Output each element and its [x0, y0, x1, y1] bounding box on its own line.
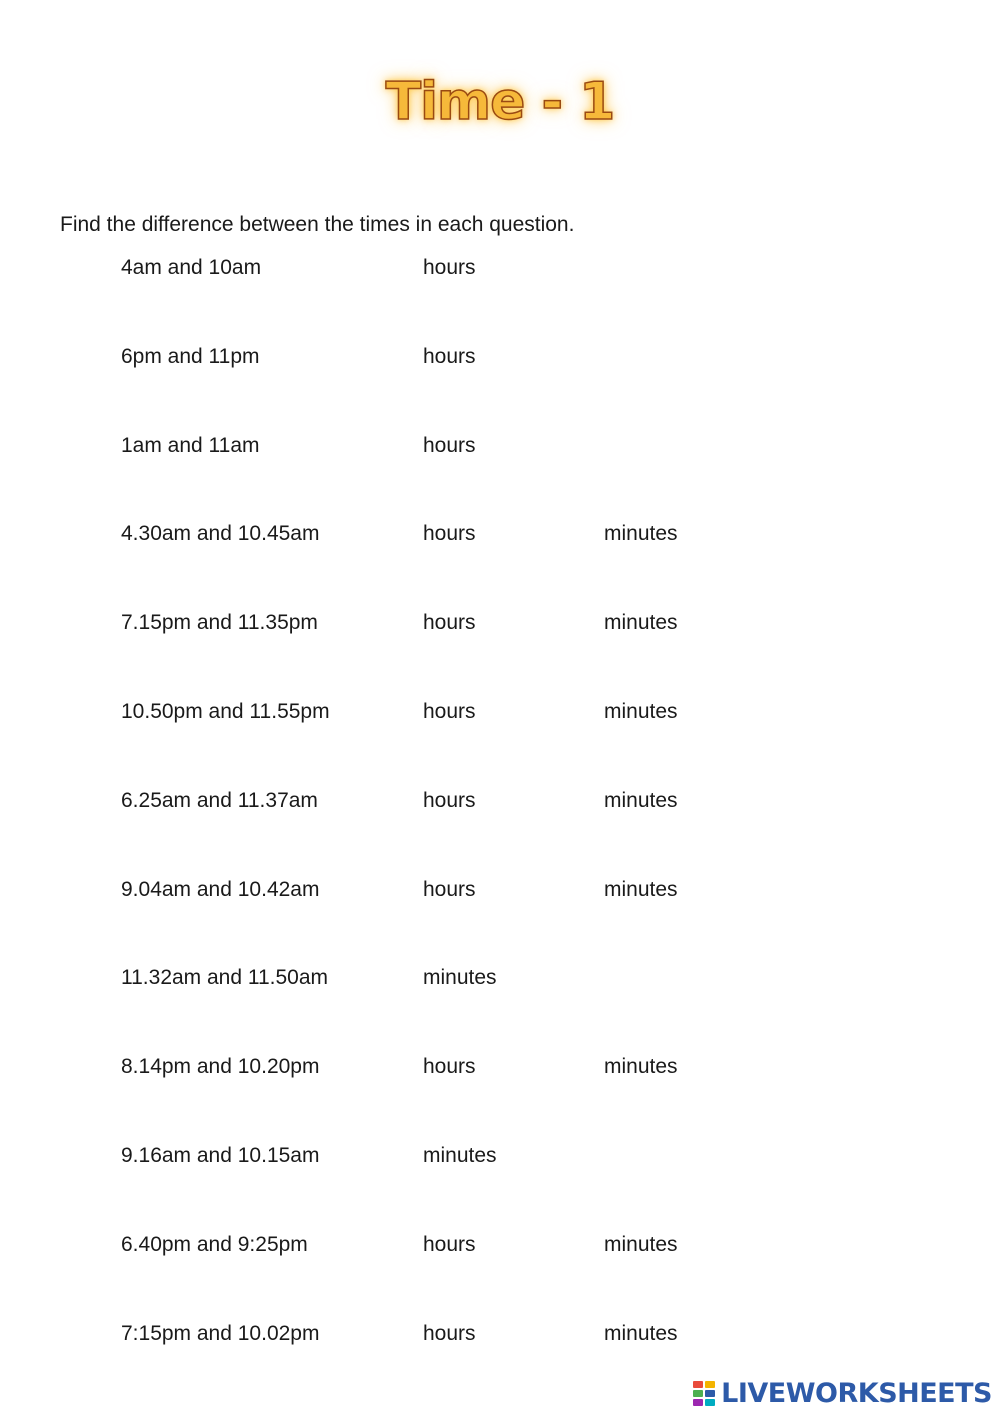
answer-unit-label: hours	[423, 699, 476, 723]
question-row	[0, 700, 1000, 789]
question-row	[0, 1233, 1000, 1322]
question-text: 8.14pm and 10.20pm	[121, 1055, 320, 1079]
question-row	[0, 611, 1000, 700]
question-text: 6.40pm and 9:25pm	[121, 1232, 308, 1256]
question-row	[0, 434, 1000, 523]
answer-unit-label: minutes	[604, 522, 678, 546]
instruction-text: Find the difference between the times in each question.	[60, 213, 575, 236]
answer-unit-label: hours	[423, 256, 476, 279]
answer-unit-label: hours	[423, 788, 476, 812]
liveworksheets-logo	[693, 1378, 992, 1409]
question-text: 6.25am and 11.37am	[121, 788, 318, 812]
question-text: 7:15pm and 10.02pm	[121, 1321, 320, 1345]
answer-unit-label: hours	[423, 522, 476, 546]
question-row	[0, 522, 1000, 611]
question-row	[0, 878, 1000, 967]
question-text: 10.50pm and 11.55pm	[121, 699, 330, 723]
liveworksheets-icon	[693, 1381, 717, 1407]
question-row	[0, 1055, 1000, 1144]
question-text: 7.15pm and 11.35pm	[121, 611, 318, 635]
answer-unit-label: hours	[423, 611, 476, 635]
question-text: 1am and 11am	[121, 433, 260, 457]
answer-unit-label: hours	[423, 1055, 476, 1079]
answer-unit-label: minutes	[604, 877, 678, 901]
answer-unit-label: hours	[423, 1232, 476, 1256]
question-text: 11.32am and 11.50am	[121, 966, 329, 990]
answer-unit-label: minutes	[604, 611, 678, 635]
question-row	[0, 345, 1000, 434]
answer-unit-label: minutes	[604, 699, 678, 723]
question-text: 6pm and 11pm	[121, 344, 260, 368]
answer-unit-label: hours	[423, 344, 476, 368]
answer-unit-label: hours	[423, 877, 476, 901]
question-list	[0, 256, 1000, 1410]
question-text: 4am and 10am	[121, 256, 262, 279]
answer-unit-label: minutes	[604, 1055, 678, 1079]
question-text: 9.16am and 10.15am	[121, 1143, 320, 1167]
answer-unit-label: minutes	[604, 1321, 678, 1345]
answer-unit-label: minutes	[423, 1143, 497, 1167]
question-row	[0, 789, 1000, 878]
question-text: 9.04am and 10.42am	[121, 877, 320, 901]
answer-unit-label: hours	[423, 433, 476, 457]
question-text: 4.30am and 10.45am	[121, 522, 320, 546]
question-row	[0, 1144, 1000, 1233]
logo-text: LIVEWORKSHEETS	[721, 1378, 992, 1409]
answer-unit-label: minutes	[604, 788, 678, 812]
answer-unit-label: minutes	[604, 1232, 678, 1256]
answer-unit-label: minutes	[423, 966, 497, 990]
question-row	[0, 256, 1000, 345]
question-row	[0, 966, 1000, 1055]
worksheet-title: Time - 1	[385, 72, 615, 132]
answer-unit-label: hours	[423, 1321, 476, 1345]
